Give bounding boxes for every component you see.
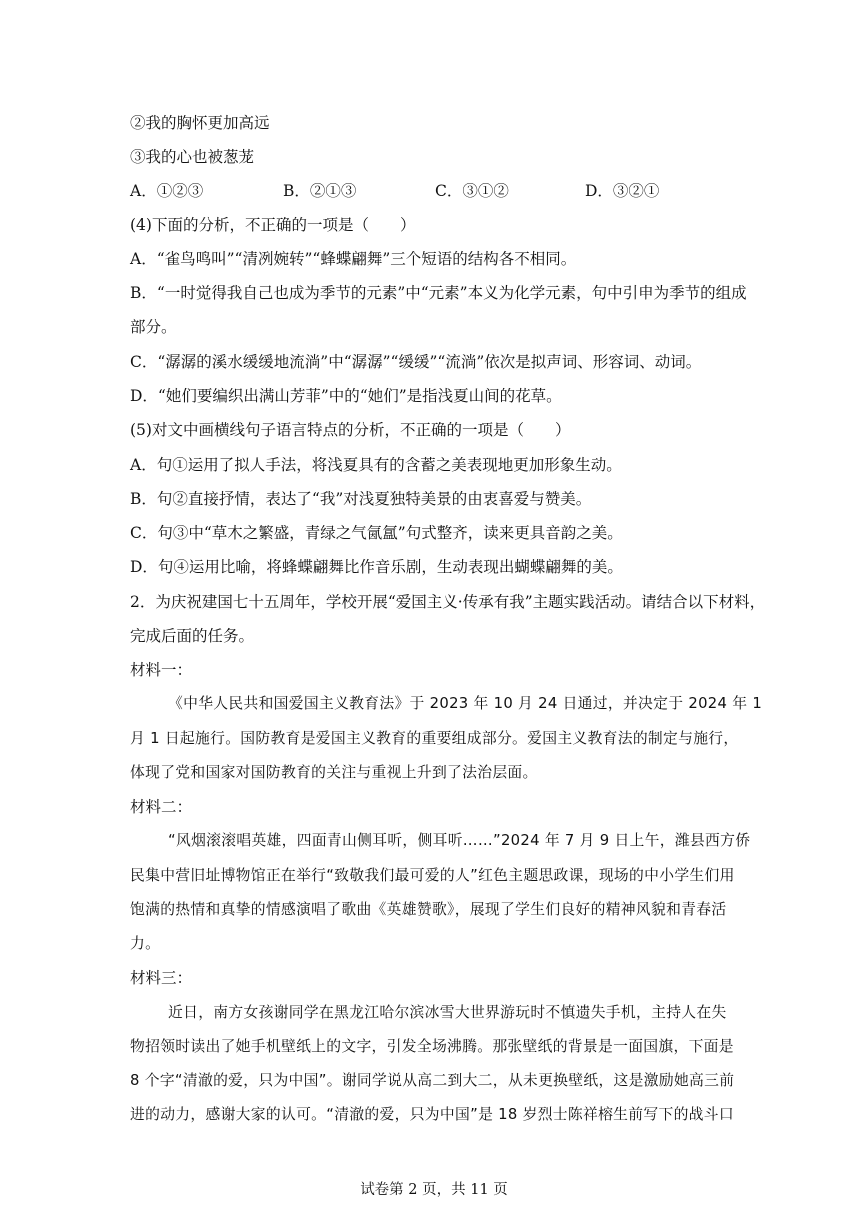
answer-options [130, 181, 730, 203]
option-d: D．③②① [585, 182, 660, 200]
material-1-text: 体现了党和国家对国防教育的关注与重视上升到了法治层面。 [130, 764, 538, 781]
material-3-text: 8 个字“清澈的爱，只为中国”。谢同学说从高二到大二，从未更换壁纸，这是激励她高三前 [130, 1072, 735, 1089]
question-5: (5)对文中画横线句子语言特点的分析，不正确的一项是（ ） [130, 421, 571, 439]
material-1-text: 《中华人民共和国爱国主义教育法》于 2023 年 10 月 24 日通过，并决定于 2024 年 1 [168, 695, 763, 712]
material-3-text: 物招领时读出了她手机壁纸上的文字，引发全场沸腾。那张壁纸的背景是一面国旗，下面是 [130, 1038, 734, 1055]
material-2-heading: 材料二： [130, 798, 193, 816]
text-line: ③我的心也被葱茏 [130, 148, 255, 166]
q5-option-a: A．句①运用了拟人手法，将浅夏具有的含蓄之美表现地更加形象生动。 [130, 456, 622, 474]
material-3-text: 近日，南方女孩谢同学在黑龙江哈尔滨冰雪大世界游玩时不慎遗失手机，主持人在失 [168, 1004, 727, 1021]
question-2: 2．为庆祝建国七十五周年，学校开展“爱国主义·传承有我”主题实践活动。请结合以下材料， [130, 593, 766, 611]
material-2-text: 力。 [130, 935, 161, 952]
material-1-text: 月 1 日起施行。国防教育是爱国主义教育的重要组成部分。爱国主义教育法的制定与施行， [130, 730, 739, 747]
option-a: A．①②③ [130, 182, 204, 200]
q5-option-b: B．句②直接抒情，表达了“我”对浅夏独特美景的由衷喜爱与赞美。 [130, 490, 592, 508]
q5-option-d: D．句④运用比喻，将蜂蝶翩舞比作音乐剧，生动表现出蝴蝶翩舞的美。 [130, 558, 623, 576]
text-line: ②我的胸怀更加高远 [130, 114, 270, 132]
option-b: B．②①③ [283, 182, 357, 200]
option-c: C．③①② [435, 182, 509, 200]
page-footer: 试卷第 2 页，共 11 页 [360, 1182, 508, 1198]
material-3-heading: 材料三： [130, 969, 193, 987]
q5-option-c: C．句③中“草木之繁盛，青绿之气氤氲”句式整齐，读来更具音韵之美。 [130, 524, 623, 542]
question-4: (4)下面的分析，不正确的一项是（ ） [130, 216, 416, 234]
material-2-text: 民集中营旧址博物馆正在举行“致敬我们最可爱的人”红色主题思政课，现场的中小学生们用 [130, 867, 735, 884]
q4-option-d: D．“她们要编织出满山芳菲”中的“她们”是指浅夏山间的花草。 [130, 387, 562, 405]
material-2-text: “风烟滚滚唱英雄，四面青山侧耳听，侧耳听……”2024 年 7 月 9 日上午，潍县西方侨 [168, 832, 751, 849]
material-3-text: 进的动力，感谢大家的认可。“清澈的爱，只为中国”是 18 岁烈士陈祥榕生前写下的战斗口 [130, 1106, 734, 1123]
material-1-heading: 材料一： [130, 661, 193, 679]
question-2-cont: 完成后面的任务。 [130, 627, 255, 645]
q4-option-b-cont: 部分。 [130, 318, 177, 336]
q4-option-b: B．“一时觉得我自己也成为季节的元素”中“元素”本义为化学元素，句中引申为季节的组成 [130, 284, 747, 302]
material-2-text: 饱满的热情和真挚的情感演唱了歌曲《英雄赞歌》，展现了学生们良好的精神风貌和青春活 [130, 901, 727, 918]
q4-option-a: A．“雀鸟鸣叫”“清冽婉转”“蜂蝶翩舞”三个短语的结构各不相同。 [130, 250, 577, 268]
q4-option-c: C．“潺潺的溪水缓缓地流淌”中“潺潺”“缓缓”“流淌”依次是拟声词、形容词、动词。 [130, 353, 702, 371]
